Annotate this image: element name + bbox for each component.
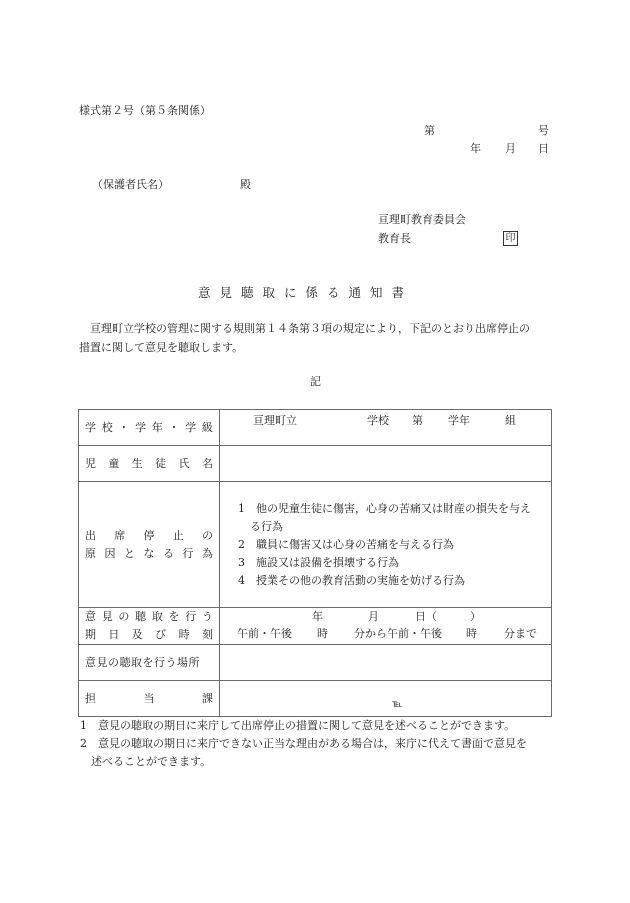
telephone-icon: ℡ bbox=[392, 699, 403, 710]
label-char: ・ bbox=[118, 420, 130, 434]
label-char: 及 bbox=[131, 628, 143, 641]
cause-list bbox=[220, 482, 552, 608]
seal-icon: 印 bbox=[503, 231, 518, 246]
body-line-1: 亘理町立学校の管理に関する規則第１４条第３項の規定により，下記のとおり出席停止の bbox=[79, 322, 530, 335]
cause-text: 他の児童生徒に傷害，心身の苦痛又は財産の損失を与え bbox=[256, 501, 531, 515]
label-char: 生 bbox=[131, 456, 143, 470]
addressee-label: （保護者氏名） bbox=[92, 178, 169, 191]
cause-text: 授業その他の教育活動の実施を妨げる行為 bbox=[256, 573, 465, 587]
dt-year: 年 bbox=[312, 610, 323, 623]
label-char: 童 bbox=[108, 456, 120, 470]
cause-item-continuation: る行為 bbox=[250, 519, 283, 533]
cause-number: 2 bbox=[238, 537, 245, 551]
row-student-name bbox=[79, 446, 552, 482]
label-char: 席 bbox=[114, 528, 126, 542]
label-char: 刻 bbox=[201, 628, 213, 641]
cause-item bbox=[238, 572, 551, 590]
addressee-honorific: 殿 bbox=[240, 178, 251, 191]
label-school-grade-class bbox=[79, 410, 220, 446]
town-prefix: 亘理町立 bbox=[253, 414, 297, 427]
dt-day-close: ） bbox=[470, 610, 481, 623]
dt-until: 分まで bbox=[504, 627, 537, 640]
label-char: 原 bbox=[85, 546, 96, 560]
note-1: 1 意見の聴取の期日に来庁して出席停止の措置に関して意見を述べることができます。 bbox=[80, 719, 516, 732]
label-datetime bbox=[79, 608, 220, 645]
label-cause bbox=[79, 482, 220, 608]
document-title: 意見聴取に係る通知書 bbox=[198, 285, 414, 300]
value-department[interactable] bbox=[220, 681, 552, 717]
label-char: 時 bbox=[178, 628, 190, 641]
value-datetime[interactable] bbox=[220, 608, 552, 645]
row-place bbox=[79, 645, 552, 681]
label-char: 意 bbox=[85, 610, 96, 623]
notice-table bbox=[78, 409, 552, 717]
label-char: 見 bbox=[101, 610, 113, 623]
dt-from: 分から午前・午後 bbox=[354, 627, 442, 640]
doc-number-prefix: 第 bbox=[424, 124, 435, 137]
label-char: 出 bbox=[85, 528, 96, 542]
value-place[interactable] bbox=[220, 645, 552, 681]
class-suffix: 組 bbox=[505, 414, 516, 427]
label-char: 校 bbox=[101, 420, 113, 434]
label-char: 級 bbox=[201, 420, 213, 434]
label-char: 止 bbox=[172, 528, 184, 542]
cause-number: 1 bbox=[238, 501, 245, 515]
notes bbox=[80, 717, 555, 771]
cause-item bbox=[238, 554, 551, 572]
label-char: る bbox=[163, 546, 174, 560]
dt-month: 月 bbox=[368, 610, 379, 623]
sender-org: 亘理町教育委員会 bbox=[378, 213, 466, 226]
label-char: と bbox=[124, 546, 135, 560]
label-char: 担 bbox=[85, 691, 96, 705]
label-char: 聴 bbox=[135, 610, 147, 623]
row-cause bbox=[79, 482, 552, 608]
row-datetime bbox=[79, 608, 552, 645]
label-char: を bbox=[168, 610, 180, 623]
row-school bbox=[79, 410, 552, 446]
row-department bbox=[79, 681, 552, 717]
label-char: ・ bbox=[168, 420, 180, 434]
date-day: 日 bbox=[538, 142, 549, 155]
label-char: 年 bbox=[151, 420, 163, 434]
seal-mark bbox=[503, 231, 518, 246]
label-char: 為 bbox=[202, 546, 213, 560]
ki-heading: 記 bbox=[310, 375, 321, 388]
label-char: う bbox=[201, 610, 213, 623]
label-char: 学 bbox=[185, 420, 197, 434]
label-place bbox=[79, 645, 220, 681]
label-place-text: 意見の聴取を行う場所 bbox=[85, 655, 200, 669]
label-char: 取 bbox=[151, 610, 163, 623]
sender-title: 教育長 bbox=[378, 232, 411, 245]
cause-text: 職員に傷害又は心身の苦痛を与える行為 bbox=[256, 537, 454, 551]
body-line-2: 措置に関して意見を聴取します。 bbox=[79, 341, 244, 354]
label-char: 行 bbox=[182, 546, 194, 560]
cause-number: 4 bbox=[238, 573, 245, 587]
label-char: 課 bbox=[202, 691, 213, 705]
label-department bbox=[79, 681, 220, 717]
label-char: 当 bbox=[143, 691, 155, 705]
label-char: 因 bbox=[104, 546, 116, 560]
cause-number: 3 bbox=[238, 555, 245, 569]
dai-text: 第 bbox=[412, 414, 423, 427]
label-char: 停 bbox=[143, 528, 155, 542]
form-number: 様式第２号（第５条関係） bbox=[79, 104, 211, 117]
label-char: な bbox=[143, 546, 155, 560]
label-char: 学 bbox=[85, 420, 96, 434]
grade-suffix: 学年 bbox=[448, 414, 470, 427]
date-year: 年 bbox=[470, 142, 481, 155]
dt-ampm-start: 午前・午後 bbox=[237, 627, 292, 640]
label-char: 名 bbox=[201, 456, 213, 470]
label-char: 徒 bbox=[155, 456, 167, 470]
dt-day: 日（ bbox=[415, 610, 437, 623]
cause-text: 施設又は設備を損壊する行為 bbox=[256, 555, 399, 569]
dt-hour-end: 時 bbox=[466, 627, 477, 640]
dt-hour-start: 時 bbox=[317, 627, 328, 640]
note-2: 2 意見の聴取の期日に来庁できない正当な理由がある場合は，来庁に代えて書面で意見を bbox=[80, 737, 527, 750]
school-suffix: 学校 bbox=[367, 414, 389, 427]
value-student-name[interactable] bbox=[220, 446, 552, 482]
label-char: 学 bbox=[135, 420, 147, 434]
label-char: の bbox=[202, 528, 213, 542]
date-month: 月 bbox=[505, 142, 516, 155]
label-student-name bbox=[79, 446, 220, 482]
label-char: 行 bbox=[185, 610, 197, 623]
doc-number-suffix: 号 bbox=[538, 124, 549, 137]
cause-item bbox=[238, 536, 551, 554]
label-char: 氏 bbox=[178, 456, 190, 470]
value-school-grade-class[interactable] bbox=[220, 410, 552, 446]
label-char: 児 bbox=[85, 456, 96, 470]
label-char: 日 bbox=[108, 628, 120, 641]
label-char: び bbox=[155, 628, 167, 641]
note-2-continuation: 述べることができます。 bbox=[80, 755, 212, 768]
label-char: 期 bbox=[85, 628, 96, 641]
cause-item bbox=[238, 500, 551, 518]
label-char: の bbox=[118, 610, 130, 623]
